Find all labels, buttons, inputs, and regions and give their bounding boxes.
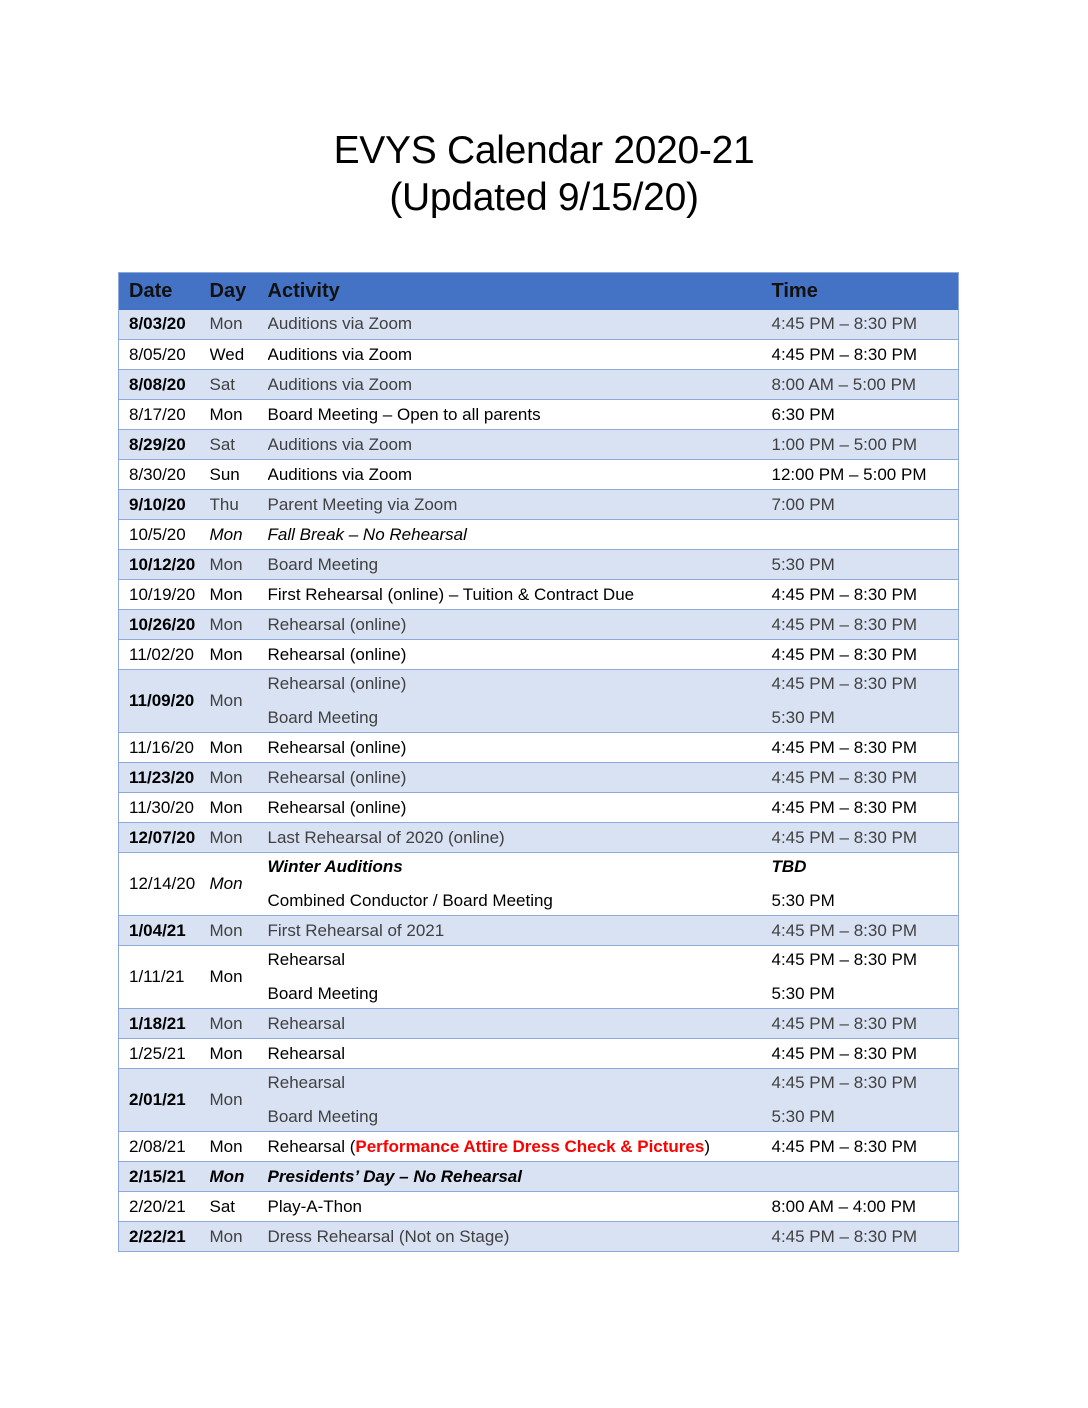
row-date: 12/07/20 (119, 823, 210, 853)
table-row (119, 1009, 959, 1039)
row-date: 11/23/20 (119, 763, 210, 793)
table-row (119, 310, 959, 340)
row-activity: Rehearsal (268, 1039, 762, 1069)
row-activity: Auditions via Zoom (268, 370, 762, 400)
table-row (119, 733, 959, 763)
header-activity: Activity (267, 279, 340, 302)
row-time-line-1: 4:45 PM – 8:30 PM (771, 950, 918, 969)
table-row (119, 520, 959, 550)
row-date: 10/12/20 (119, 550, 210, 580)
row-activity-line-2: Board Meeting (267, 1107, 379, 1126)
row-activity-line-2: Board Meeting (267, 708, 379, 727)
row-date: 8/30/20 (119, 460, 210, 490)
calendar-table (118, 272, 959, 1252)
row-date: 11/16/20 (119, 733, 210, 763)
row-day: Mon (210, 670, 268, 733)
row-date: 10/26/20 (119, 610, 210, 640)
row-day: Mon (210, 1009, 268, 1039)
row-time: 8:00 AM – 5:00 PM (762, 370, 959, 400)
row-time (762, 853, 959, 916)
row-time (762, 1069, 959, 1132)
row-time-line-2: 5:30 PM (771, 1107, 835, 1126)
row-date: 2/15/21 (119, 1162, 210, 1192)
row-activity-line-2: Combined Conductor / Board Meeting (267, 891, 553, 910)
row-time: 4:45 PM – 8:30 PM (762, 733, 959, 763)
row-day: Mon (210, 550, 268, 580)
row-activity (268, 946, 762, 1009)
row-time: 4:45 PM – 8:30 PM (762, 610, 959, 640)
row-day: Sat (210, 370, 268, 400)
row-activity (268, 670, 762, 733)
page-title (0, 127, 1088, 221)
row-time: 4:45 PM – 8:30 PM (762, 340, 959, 370)
row-time-line-1: 4:45 PM – 8:30 PM (771, 674, 918, 693)
row-date: 11/30/20 (119, 793, 210, 823)
row-time: 4:45 PM – 8:30 PM (762, 1009, 959, 1039)
row-day: Mon (210, 1162, 268, 1192)
title-line-2: (Updated 9/15/20) (389, 176, 699, 219)
row-time: 4:45 PM – 8:30 PM (762, 916, 959, 946)
row-day: Mon (210, 946, 268, 1009)
row-day: Sat (210, 1192, 268, 1222)
row-day: Mon (210, 400, 268, 430)
row-time: 4:45 PM – 8:30 PM (762, 1039, 959, 1069)
table-row (119, 853, 959, 916)
row-date: 8/17/20 (119, 400, 210, 430)
row-activity: Board Meeting (268, 550, 762, 580)
row-day: Mon (210, 1069, 268, 1132)
row-day: Mon (210, 1039, 268, 1069)
row-activity-line-1: Rehearsal (online) (267, 674, 407, 693)
row-activity-prefix: Rehearsal ( (267, 1136, 356, 1156)
row-date: 2/20/21 (119, 1192, 210, 1222)
row-activity: Last Rehearsal of 2020 (online) (268, 823, 762, 853)
row-date: 8/05/20 (119, 340, 210, 370)
row-activity: Auditions via Zoom (268, 310, 762, 340)
row-time (762, 520, 959, 550)
row-activity-line-1: Rehearsal (267, 950, 345, 969)
row-activity: Board Meeting – Open to all parents (268, 400, 762, 430)
row-time: 4:45 PM – 8:30 PM (762, 1222, 959, 1252)
row-activity: Rehearsal (268, 1009, 762, 1039)
row-day: Wed (210, 340, 268, 370)
table-row (119, 1132, 959, 1162)
table-row (119, 916, 959, 946)
row-date: 8/29/20 (119, 430, 210, 460)
table-row (119, 580, 959, 610)
row-day: Mon (210, 1132, 268, 1162)
row-time: 4:45 PM – 8:30 PM (762, 793, 959, 823)
row-day: Sun (210, 460, 268, 490)
row-activity-line-1: Winter Auditions (267, 857, 403, 876)
row-activity (268, 1069, 762, 1132)
row-time-line-2: 5:30 PM (771, 891, 835, 910)
row-activity: Auditions via Zoom (268, 340, 762, 370)
header-date: Date (129, 279, 173, 302)
table-row (119, 370, 959, 400)
table-row (119, 1162, 959, 1192)
row-time (762, 670, 959, 733)
row-activity: First Rehearsal (online) – Tuition & Contract Due (268, 580, 762, 610)
row-activity (268, 1132, 762, 1162)
row-activity-line-2: Board Meeting (267, 984, 379, 1003)
table-row (119, 1039, 959, 1069)
table-row (119, 430, 959, 460)
row-day: Thu (210, 490, 268, 520)
row-day: Mon (210, 580, 268, 610)
table-row (119, 640, 959, 670)
row-activity: Rehearsal (online) (268, 763, 762, 793)
row-activity: Rehearsal (online) (268, 733, 762, 763)
row-date: 1/04/21 (119, 916, 210, 946)
row-date: 10/5/20 (119, 520, 210, 550)
row-time: 12:00 PM – 5:00 PM (762, 460, 959, 490)
row-date: 9/10/20 (119, 490, 210, 520)
row-day: Sat (210, 430, 268, 460)
table-row (119, 460, 959, 490)
table-row (119, 610, 959, 640)
table-row (119, 490, 959, 520)
row-date: 11/09/20 (119, 670, 210, 733)
table-row (119, 793, 959, 823)
row-date: 10/19/20 (119, 580, 210, 610)
row-time: 8:00 AM – 4:00 PM (762, 1192, 959, 1222)
row-activity: Auditions via Zoom (268, 430, 762, 460)
row-day: Mon (210, 520, 268, 550)
row-day: Mon (210, 916, 268, 946)
row-activity: Rehearsal (online) (268, 610, 762, 640)
row-time-line-1: 4:45 PM – 8:30 PM (771, 1073, 918, 1092)
row-day: Mon (210, 823, 268, 853)
row-time: 5:30 PM (762, 550, 959, 580)
row-activity: Presidents’ Day – No Rehearsal (268, 1162, 762, 1192)
table-row (119, 1192, 959, 1222)
row-time: 4:45 PM – 8:30 PM (762, 763, 959, 793)
title-line-1: EVYS Calendar 2020-21 (333, 129, 755, 172)
row-activity: Parent Meeting via Zoom (268, 490, 762, 520)
table-row (119, 400, 959, 430)
row-day: Mon (210, 310, 268, 340)
row-activity: Dress Rehearsal (Not on Stage) (268, 1222, 762, 1252)
row-time: 4:45 PM – 8:30 PM (762, 1132, 959, 1162)
table-row (119, 823, 959, 853)
row-time (762, 1162, 959, 1192)
row-date: 2/01/21 (119, 1069, 210, 1132)
row-time: 7:00 PM (762, 490, 959, 520)
row-activity: Rehearsal (online) (268, 793, 762, 823)
row-time: 6:30 PM (762, 400, 959, 430)
row-day: Mon (210, 733, 268, 763)
table-row (119, 1069, 959, 1132)
row-activity: Auditions via Zoom (268, 460, 762, 490)
row-day: Mon (210, 793, 268, 823)
row-date: 1/11/21 (119, 946, 210, 1009)
row-activity: First Rehearsal of 2021 (268, 916, 762, 946)
header-time: Time (771, 279, 818, 302)
row-day: Mon (210, 640, 268, 670)
row-activity (268, 853, 762, 916)
header-day: Day (209, 279, 247, 302)
row-time-line-2: 5:30 PM (771, 984, 835, 1003)
row-date: 12/14/20 (119, 853, 210, 916)
row-day: Mon (210, 1222, 268, 1252)
row-day: Mon (210, 853, 268, 916)
row-date: 8/08/20 (119, 370, 210, 400)
row-day: Mon (210, 610, 268, 640)
table-row (119, 946, 959, 1009)
row-time-line-1: TBD (771, 857, 807, 876)
row-date: 2/22/21 (119, 1222, 210, 1252)
row-time: 1:00 PM – 5:00 PM (762, 430, 959, 460)
row-activity: Play-A-Thon (268, 1192, 762, 1222)
row-date: 8/03/20 (119, 310, 210, 340)
row-date: 1/25/21 (119, 1039, 210, 1069)
row-time: 4:45 PM – 8:30 PM (762, 823, 959, 853)
row-activity: Rehearsal (online) (268, 640, 762, 670)
row-date: 2/08/21 (119, 1132, 210, 1162)
row-date: 1/18/21 (119, 1009, 210, 1039)
table-row (119, 763, 959, 793)
row-activity: Fall Break – No Rehearsal (268, 520, 762, 550)
table-header-row (119, 273, 959, 310)
table-row (119, 670, 959, 733)
row-day: Mon (210, 763, 268, 793)
row-time: 4:45 PM – 8:30 PM (762, 640, 959, 670)
table-row (119, 550, 959, 580)
row-time: 4:45 PM – 8:30 PM (762, 310, 959, 340)
row-activity-suffix: ) (704, 1136, 711, 1156)
row-time: 4:45 PM – 8:30 PM (762, 580, 959, 610)
dress-check-highlight: Performance Attire Dress Check & Pictures (355, 1136, 705, 1156)
row-date: 11/02/20 (119, 640, 210, 670)
row-time (762, 946, 959, 1009)
table-row (119, 340, 959, 370)
table-row (119, 1222, 959, 1252)
row-time-line-2: 5:30 PM (771, 708, 835, 727)
row-activity-line-1: Rehearsal (267, 1073, 345, 1092)
